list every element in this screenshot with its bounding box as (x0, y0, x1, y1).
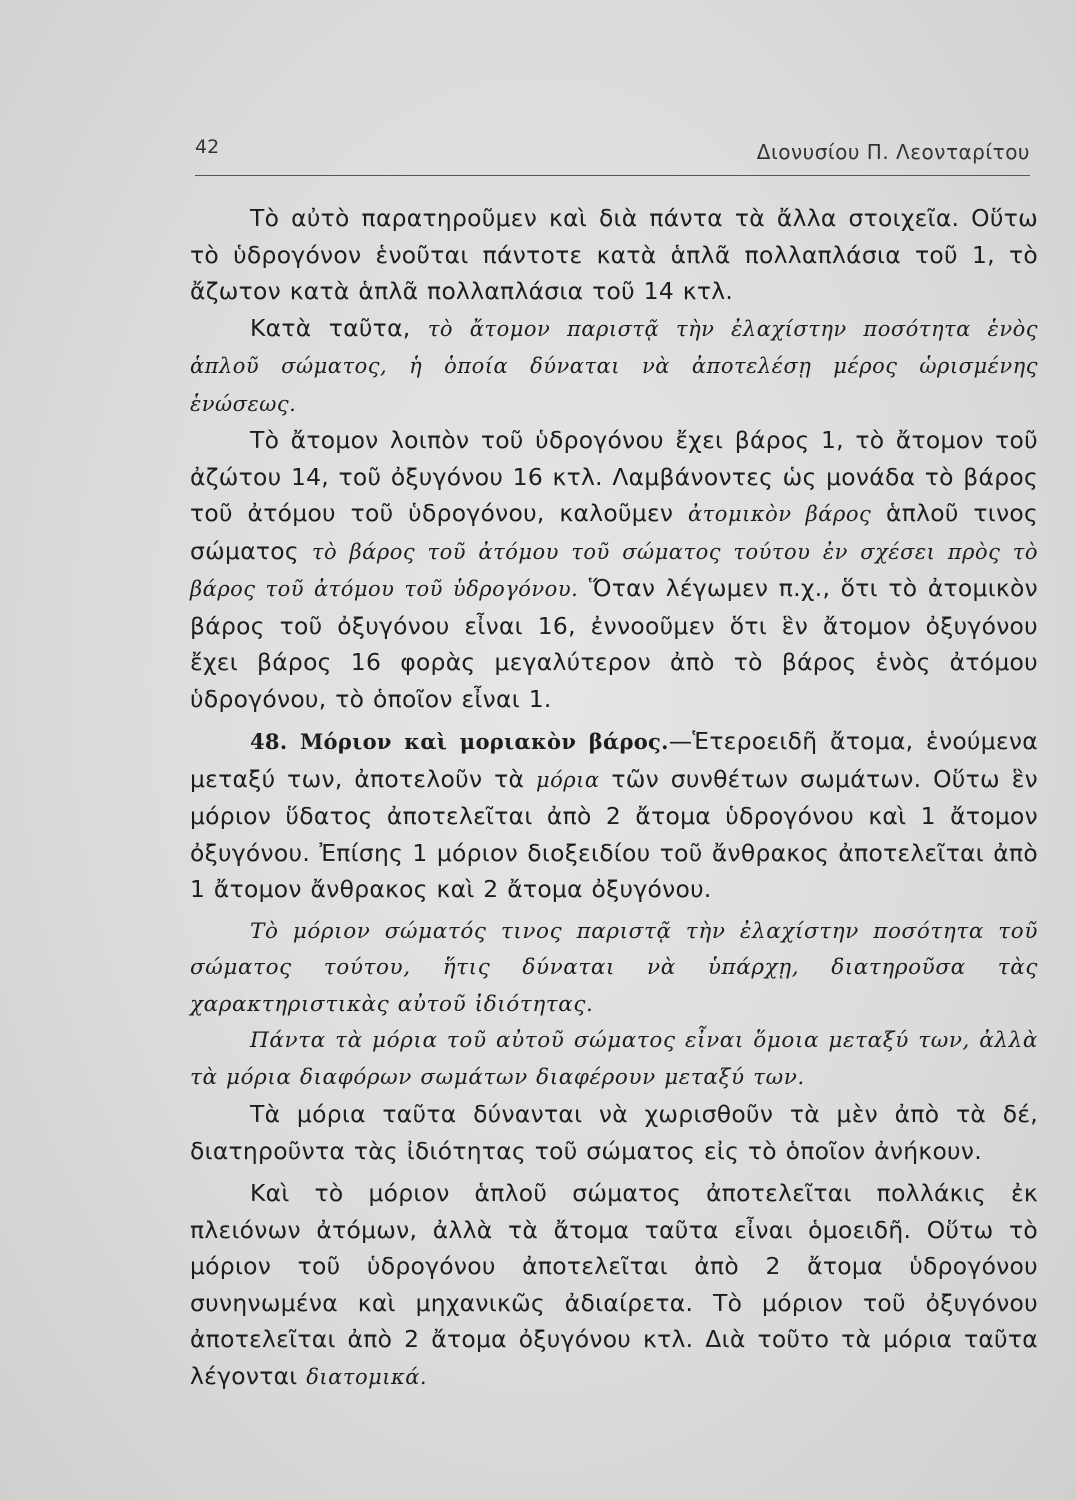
paragraph-3 (190, 422, 1038, 717)
paragraph-3-part-c: Ὅταν λέγωμεν π.χ., ὅτι τὸ ἀτομικὸν βάρος τοῦ ὀξυγόνου εἶναι 16, ἐννοοῦμεν ὅτι ἓν ἄτομον ὀξυγόνου ἔχει βάρος 16 φορὰς μεγαλύτερον ἀπὸ τὸ βάρος ἑνὸς ἀτόμου ὑδρογόνου, τὸ ὁποῖον εἶναι 1. (190, 574, 1038, 713)
header-rule (195, 175, 1030, 176)
paragraph-8 (190, 1175, 1038, 1395)
section-title: 48. Μόριον καὶ μοριακὸν βάρος. (250, 729, 669, 754)
atom-definition: τὸ ἄτομον παριστᾷ τὴν ἐλαχίστην ποσότητα ἑνὸς ἁπλοῦ σώματος, ἡ ὁποία δύναται νὰ ἀποτελέσῃ μέρος ὡρισμένης ἑνώσεως. (190, 316, 1038, 416)
molecule-definition: Τὸ μόριον σώματός τινος παριστᾷ τὴν ἐλαχίστην ποσότητα τοῦ σώματος τούτου, ἥτις δύναται νὰ ὑπάρχῃ, διατηροῦσα τὰς χαρακτηριστικὰς αὐτοῦ ἰδιότητας. (190, 918, 1038, 1017)
body-text (190, 200, 1038, 1395)
paragraph-8-part-a: Καὶ τὸ μόριον ἁπλοῦ σώματος ἀποτελεῖται πολλάκις ἐκ πλειόνων ἀτόμων, ἀλλὰ τὰ ἄτομα ταῦτα εἶναι ὁμοειδῆ. Οὕτω τὸ μόριον τοῦ ὑδρογόνου ἀποτελεῖται ἀπὸ 2 ἄτομα ὑδρογόνου συνηνωμένα καὶ μηχανικῶς ἀδιαίρετα. Τὸ μόριον τοῦ ὀξυγόνου ἀποτελεῖται ἀπὸ 2 ἄτομα ὀξυγόνου κτλ. Διὰ τοῦτο τὰ μόρια ταῦτα λέγονται (190, 1179, 1038, 1390)
paragraph-3-part-a: Τὸ ἄτομον λοιπὸν τοῦ ὑδρογόνου ἔχει βάρος 1, τὸ ἄτομον τοῦ ἀζώτου 14, τοῦ ὀξυγόνου 16 κτλ. Λαμβάνοντες ὡς μονάδα τὸ βάρος τοῦ ἀτόμου τοῦ ὑδρογόνου, καλοῦμεν (190, 426, 1038, 527)
paragraph-4-part-b: τῶν συνθέτων σωμάτων. Οὕτω ἓν μόριον ὕδατος ἀποτελεῖται ἀπὸ 2 ἄτομα ὑδρογόνου καὶ 1 ἄτομον ὀξυγόνου. Ἐπίσης 1 μόριον διοξειδίου τοῦ ἄνθρακος ἀποτελεῖται ἀπὸ 1 ἄτομον ἄνθρακος καὶ 2 ἄτομα ὀξυγόνου. (190, 764, 1038, 903)
paragraph-2-lead: Κατὰ ταῦτα, (250, 313, 428, 342)
paragraph-7: Τὰ μόρια ταῦτα δύνανται νὰ χωρισθοῦν τὰ μὲν ἀπὸ τὰ δέ, διατηροῦντα τὰς ἰδιότητας τοῦ σώματος εἰς τὸ ὁποῖον ἀνήκουν. (190, 1100, 1038, 1165)
molecules-term: μόρια (535, 767, 600, 792)
page-number: 42 (195, 136, 220, 158)
running-head: Διονυσίου Π. Λεονταρίτου (756, 140, 1030, 164)
paragraph-4 (190, 723, 1038, 908)
paragraph-1: Τὸ αὐτὸ παρατηροῦμεν καὶ διὰ πάντα τὰ ἄλλα στοιχεῖα. Οὕτω τὸ ὑδρογόνον ἑνοῦται πάντοτε κατὰ ἁπλᾶ πολλαπλάσια τοῦ 1, τὸ ἄζωτον κατὰ ἁπλᾶ πολλαπλάσια τοῦ 14 κτλ. (190, 204, 1038, 305)
page-header (195, 130, 1030, 170)
paragraph-3-part-b: ἁπλοῦ τινος σώματος (190, 499, 1038, 565)
paragraph-2 (190, 310, 1038, 423)
paragraph-4-part-a: —Ἑτεροειδῆ ἄτομα, ἑνούμενα μεταξύ των, ἀποτελοῦν τὰ (190, 727, 1038, 793)
atomic-weight-term: ἀτομικὸν βάρος (688, 502, 872, 526)
atomic-weight-definition: τὸ βάρος τοῦ ἀτόμου τοῦ σώματος τούτου ἐν σχέσει πρὸς τὸ βάρος τοῦ ἀτόμου τοῦ ὑδρογόνου. (190, 539, 1038, 601)
molecules-similarity: Πάντα τὰ μόρια τοῦ αὐτοῦ σώματος εἶναι ὅμοια μεταξύ των, ἀλλὰ τὰ μόρια διαφόρων σωμάτων διαφέρουν μεταξύ των. (190, 1028, 1038, 1090)
diatomic-term: διατομικά. (306, 1364, 428, 1389)
